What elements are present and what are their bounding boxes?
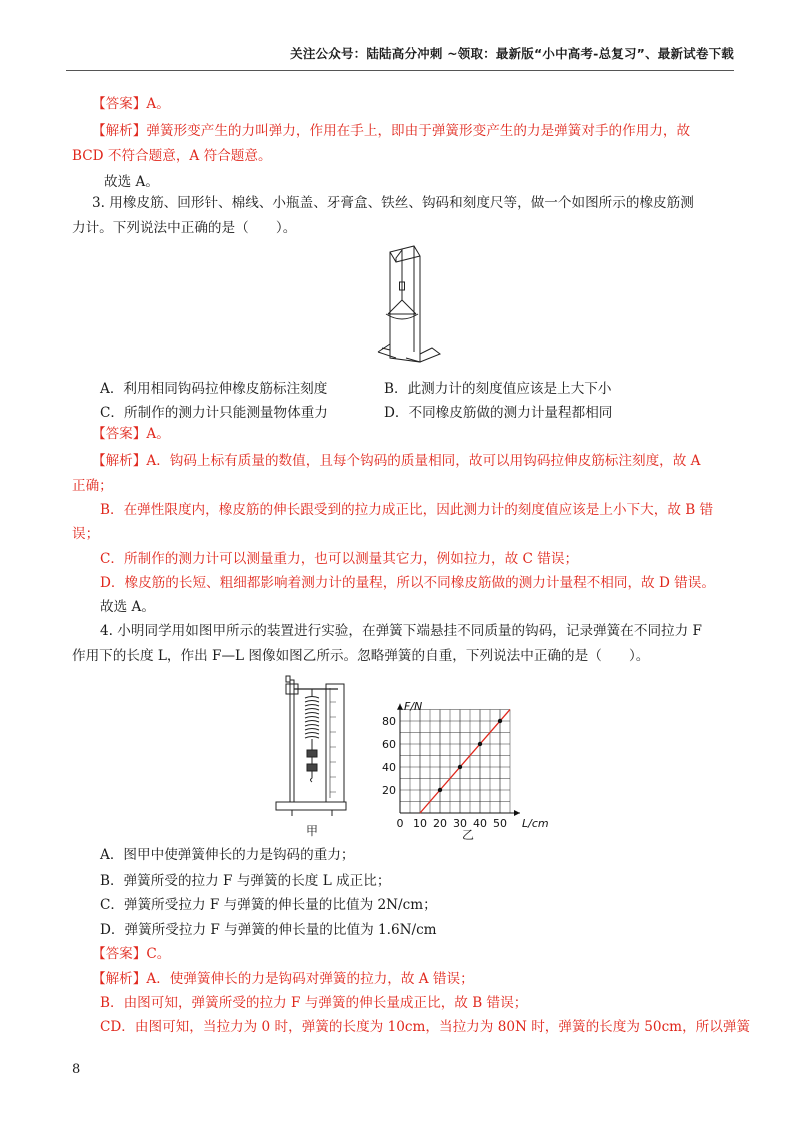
x-axis-arrow <box>514 810 520 816</box>
q3-analysis-a2: 正确； <box>72 478 113 494</box>
x-tick-label: 10 <box>413 817 427 830</box>
data-point <box>498 719 502 723</box>
q4-option-d: D．弹簧所受拉力 F 与弹簧的伸长量的比值为 1.6N/cm <box>100 922 437 938</box>
q2-analysis-1: 【解析】弹簧形变产生的力叫弹力，作用在手上，即由于弹簧形变产生的力是弹簧对手的作用力，故 <box>92 123 691 139</box>
x-tick-label: 0 <box>396 817 404 830</box>
q3-analysis-d: D．橡皮筋的长短、粗细都影响着测力计的量程，所以不同橡皮筋做的测力计量程不相同，故 D 错误。 <box>100 575 715 591</box>
q4-answer: 【答案】C。 <box>92 946 171 962</box>
f-l-chart <box>372 668 562 838</box>
header-rule <box>66 70 734 71</box>
q2-analysis-2: BCD 不符合题意，A 符合题意。 <box>72 148 272 164</box>
figure-a-caption: 甲 <box>306 824 319 838</box>
q4-stem-2: 作用下的长度 L，作出 F—L 图像如图乙所示。忽略弹簧的自重，下列说法中正确的是（ ）。 <box>72 648 650 664</box>
data-point <box>478 742 482 746</box>
q3-option-c: C．所制作的测力计只能测量物体重力 <box>100 405 328 421</box>
y-tick-label: 60 <box>382 738 396 751</box>
q3-analysis-b1: B．在弹性限度内，橡皮筋的伸长跟受到的拉力成正比，因此测力计的刻度值应该是上小下大，故 B 错 <box>100 502 714 518</box>
y-tick-label: 40 <box>382 761 396 774</box>
rubber-band-dynamometer-figure <box>370 240 460 365</box>
q3-analysis-c: C．所制作的测力计可以测量重力，也可以测量其它力，例如拉力，故 C 错误； <box>100 551 579 567</box>
q3-analysis-a1: 【解析】A．钩码上标有质量的数值，且每个钩码的质量相同，故可以用钩码拉伸皮筋标注刻度，故 A <box>92 453 701 469</box>
y-axis-label: F/N <box>404 699 423 713</box>
q2-conclusion: 故选 A。 <box>104 174 159 190</box>
figure-b-caption: 乙 <box>462 828 475 842</box>
q3-answer: 【答案】A。 <box>92 426 170 442</box>
data-point <box>438 788 442 792</box>
y-tick-label: 80 <box>382 715 396 728</box>
x-tick-label: 40 <box>473 817 487 830</box>
x-tick-label: 30 <box>453 817 467 830</box>
fl-line <box>420 710 510 814</box>
y-tick-label: 20 <box>382 784 396 797</box>
q4-option-a: A．图甲中使弹簧伸长的力是钩码的重力； <box>100 847 355 863</box>
q2-answer: 【答案】A。 <box>92 96 170 112</box>
q4-analysis-a: 【解析】A．使弹簧伸长的力是钩码对弹簧的拉力，故 A 错误； <box>92 971 474 987</box>
spring-apparatus-figure <box>272 672 354 824</box>
q4-option-c: C．弹簧所受拉力 F 与弹簧的伸长量的比值为 2N/cm； <box>100 897 437 913</box>
q3-option-a: A．利用相同钩码拉伸橡皮筋标注刻度 <box>100 381 328 397</box>
q3-option-d: D．不同橡皮筋做的测力计量程都相同 <box>384 405 613 421</box>
data-point <box>458 765 462 769</box>
q4-analysis-cd: CD．由图可知，当拉力为 0 时，弹簧的长度为 10cm，当拉力为 80N 时，弹簧的长度为 50cm，所以弹簧 <box>100 1019 751 1035</box>
q3-analysis-b2: 误； <box>72 526 100 542</box>
y-axis-arrow <box>397 704 403 710</box>
q3-conclusion: 故选 A。 <box>100 599 155 615</box>
q4-stem-1: 4. 小明同学用如图甲所示的装置进行实验，在弹簧下端悬挂不同质量的钩码，记录弹簧在不同拉力 F <box>100 623 702 639</box>
q4-option-b: B．弹簧所受的拉力 F 与弹簧的长度 L 成正比； <box>100 873 391 889</box>
page-header: 关注公众号：陆陆高分冲刺 ~领取：最新版“小中高考-总复习”、最新试卷下载 <box>290 46 734 61</box>
q3-option-b: B．此测力计的刻度值应该是上大下小 <box>384 381 612 397</box>
x-tick-label: 20 <box>433 817 447 830</box>
q4-analysis-b: B．由图可知，弹簧所受的拉力 F 与弹簧的伸长量成正比，故 B 错误； <box>100 995 528 1011</box>
page-number: 8 <box>72 1062 81 1077</box>
q3-stem-2: 力计。下列说法中正确的是（ ）。 <box>72 220 297 236</box>
x-tick-label: 50 <box>493 817 507 830</box>
x-axis-label: L/cm <box>522 817 549 830</box>
q3-stem-1: 3. 用橡皮筋、回形针、棉线、小瓶盖、牙膏盒、铁丝、钩码和刻度尺等，做一个如图所示的橡皮筋测 <box>92 195 694 211</box>
